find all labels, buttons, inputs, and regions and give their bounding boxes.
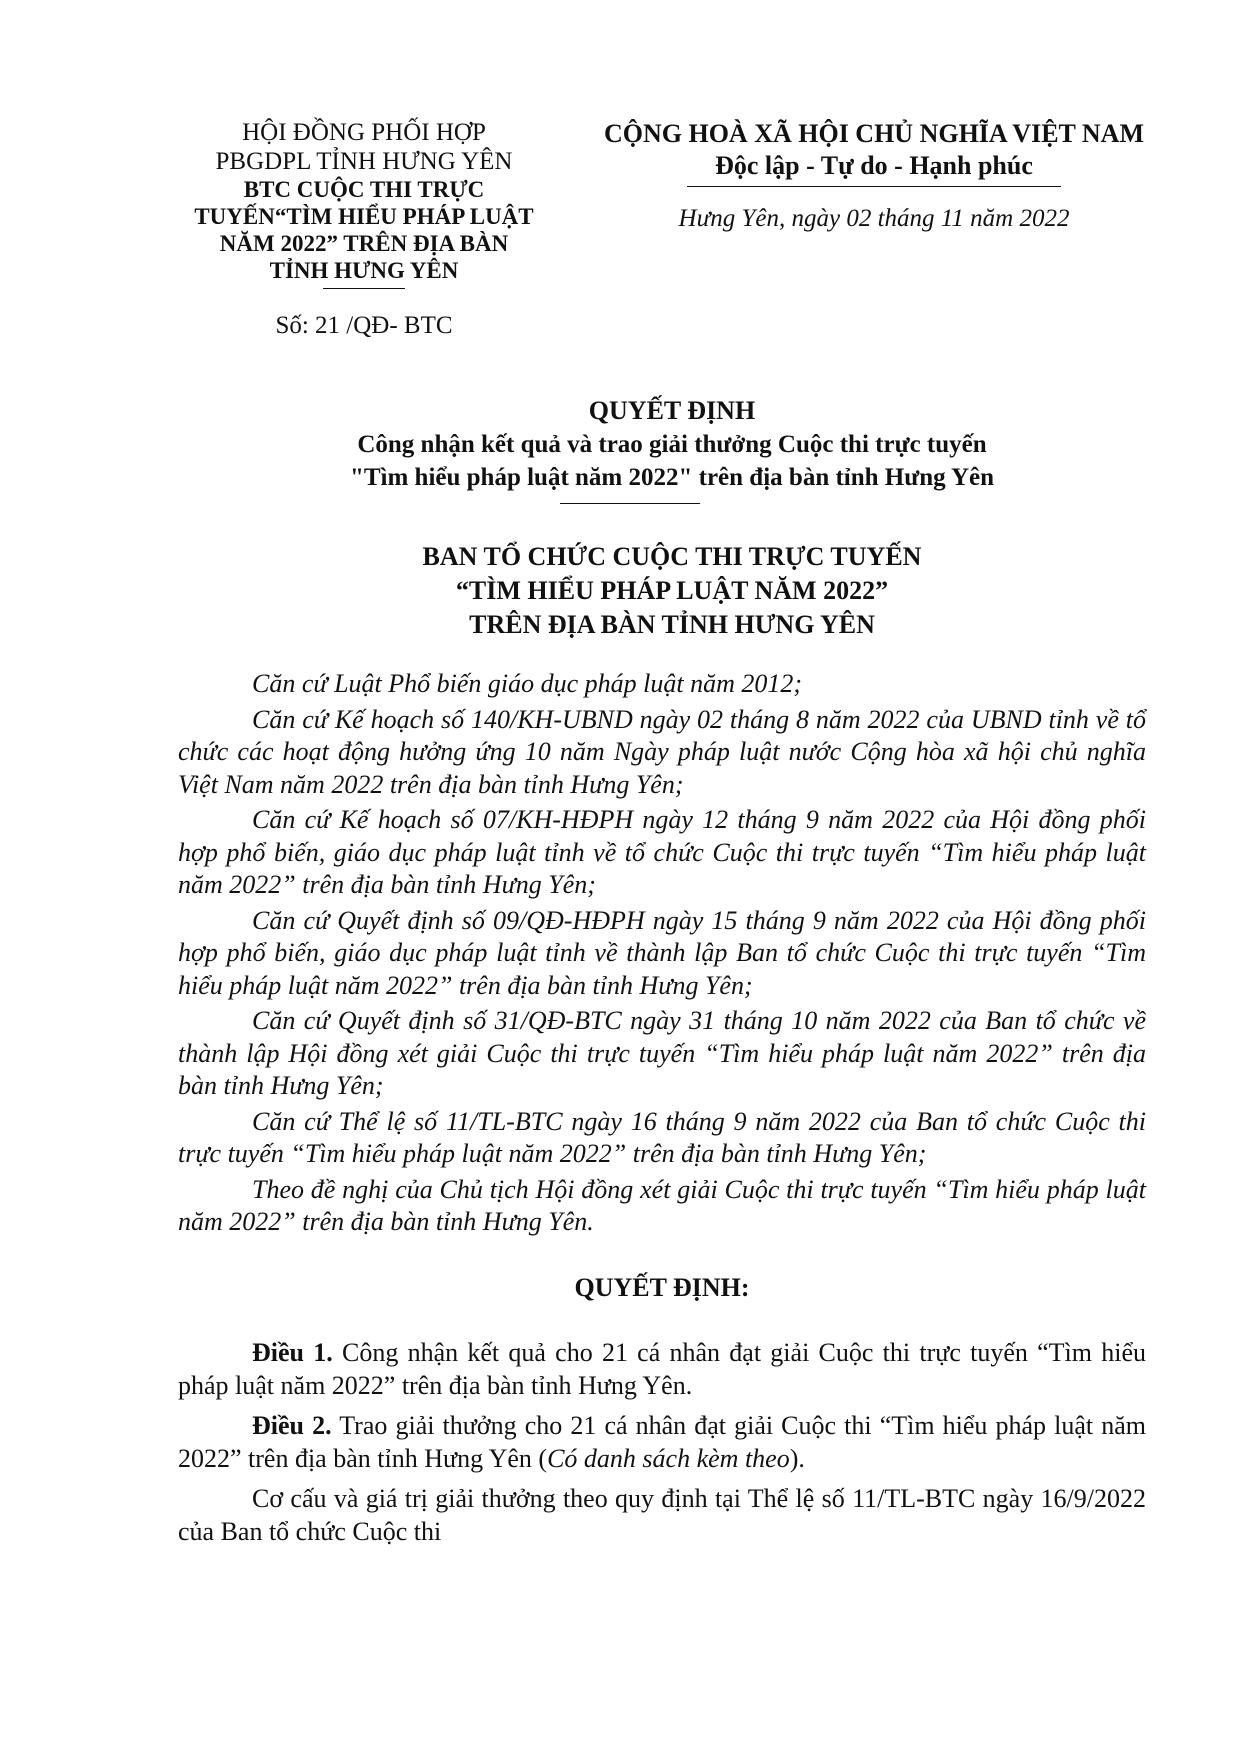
article-2-note: Có danh sách kèm theo: [547, 1443, 790, 1473]
document-body: [178, 668, 1146, 1556]
national-motto: Độc lập - Tự do - Hạnh phúc: [715, 151, 1033, 180]
document-subject: [170, 428, 1174, 494]
national-header-block: [574, 118, 1174, 233]
legal-basis-item: Căn cứ Quyết định số 09/QĐ-HĐPH ngày 15 tháng 9 năm 2022 của Hội đồng phối hợp phổ biến, giáo dục pháp luật tỉnh về thành lập Ban tổ chức Cuộc thi trực tuyến “Tìm hiểu pháp luật năm 2022” trên địa bàn tỉnh Hưng Yên;: [178, 905, 1146, 1000]
legal-basis-item: Căn cứ Thể lệ số 11/TL-BTC ngày 16 tháng 9 năm 2022 của Ban tổ chức Cuộc thi trực tuyến “Tìm hiểu pháp luật năm 2022” trên địa bàn tỉnh Hưng Yên;: [178, 1106, 1146, 1168]
prize-structure-text: Cơ cấu và giá trị giải thưởng theo quy định tại Thể lệ số 11/TL-BTC ngày 16/9/2022 của Ban tổ chức Cuộc thi: [178, 1484, 1146, 1546]
article-2: [178, 1410, 1146, 1475]
legal-basis-item: Căn cứ Quyết định số 31/QĐ-BTC ngày 31 tháng 10 năm 2022 của Ban tổ chức về thành lập Hội đồng xét giải Cuộc thi trực tuyến “Tìm hiểu pháp luật năm 2022” trên địa bàn tỉnh Hưng Yên;: [178, 1006, 1146, 1100]
national-title: CỘNG HOÀ XÃ HỘI CHỦ NGHĨA VIỆT NAM: [603, 119, 1145, 148]
legal-basis-item: Theo đề nghị của Chủ tịch Hội đồng xét giải Cuộc thi trực tuyến “Tìm hiểu pháp luật năm 2022” trên địa bàn tỉnh Hưng Yên.: [178, 1174, 1146, 1236]
article-1-text: Công nhận kết quả cho 21 cá nhân đạt giải Cuộc thi trực tuyến “Tìm hiểu pháp luật năm 2022” trên địa bàn tỉnh Hưng Yên.: [178, 1338, 1146, 1400]
document-number: Số: 21 /QĐ- BTC: [275, 312, 453, 339]
board-line1: BAN TỔ CHỨC CUỘC THI TRỰC TUYẾN: [422, 542, 922, 571]
committee-name-line4: TỈNH HƯNG YÊN: [269, 258, 459, 283]
board-line2: “TÌM HIỂU PHÁP LUẬT NĂM 2022”: [455, 576, 889, 605]
motto-underline: [687, 186, 1061, 187]
board-line3: TRÊN ĐỊA BÀN TỈNH HƯNG YÊN: [469, 610, 875, 639]
issuing-agency-block: [170, 118, 558, 340]
legal-basis-item: Căn cứ Luật Phổ biến giáo dục pháp luật năm 2012;: [252, 669, 803, 698]
decision-heading: QUYẾT ĐỊNH:: [574, 1272, 750, 1302]
article-2-text: Trao giải thưởng cho 21 cá nhân đạt giải Cuộc thi “Tìm hiểu pháp luật năm 2022” trên địa bàn tỉnh Hưng Yên (: [178, 1411, 1146, 1473]
committee-name-line1: BTC CUỘC THI TRỰC: [243, 177, 485, 202]
subject-line2: "Tìm hiểu pháp luật năm 2022" trên địa bàn tỉnh Hưng Yên: [349, 464, 995, 491]
committee-name-line2: TUYẾN“TÌM HIỂU PHÁP LUẬT: [194, 204, 534, 229]
place-and-date: Hưng Yên, ngày 02 tháng 11 năm 2022: [678, 205, 1070, 232]
agency-name-line2: PBGDPL TỈNH HƯNG YÊN: [215, 148, 513, 175]
legal-bases: [178, 668, 1146, 1239]
article-2-label: Điều 2.: [252, 1411, 332, 1440]
subject-line1: Công nhận kết quả và trao giải thưởng Cuộc thi trực tuyến: [357, 431, 987, 458]
article-2-end: ).: [789, 1443, 805, 1473]
agency-name-line1: HỘI ĐỒNG PHỐI HỢP: [242, 119, 486, 146]
issuing-board-name: [170, 540, 1174, 642]
article-1: [178, 1337, 1146, 1402]
article-1-label: Điều 1.: [252, 1338, 333, 1367]
agency-underline: [323, 288, 405, 289]
legal-basis-item: Căn cứ Kế hoạch số 140/KH-UBND ngày 02 tháng 8 năm 2022 của UBND tỉnh về tổ chức các hoạt động hưởng ứng 10 năm Ngày pháp luật nước Cộng hòa xã hội chủ nghĩa Việt Nam năm 2022 trên địa bàn tỉnh Hưng Yên;: [178, 704, 1146, 799]
document-title: QUYẾT ĐỊNH: [588, 396, 756, 425]
title-underline: [560, 503, 700, 504]
committee-name-line3: NĂM 2022” TRÊN ĐỊA BÀN: [219, 231, 509, 256]
articles: [178, 1337, 1146, 1548]
legal-basis-item: Căn cứ Kế hoạch số 07/KH-HĐPH ngày 12 tháng 9 năm 2022 của Hội đồng phối hợp phổ biến, giáo dục pháp luật tỉnh về tổ chức Cuộc thi trực tuyến “Tìm hiểu pháp luật năm 2022” trên địa bàn tỉnh Hưng Yên;: [178, 805, 1146, 899]
